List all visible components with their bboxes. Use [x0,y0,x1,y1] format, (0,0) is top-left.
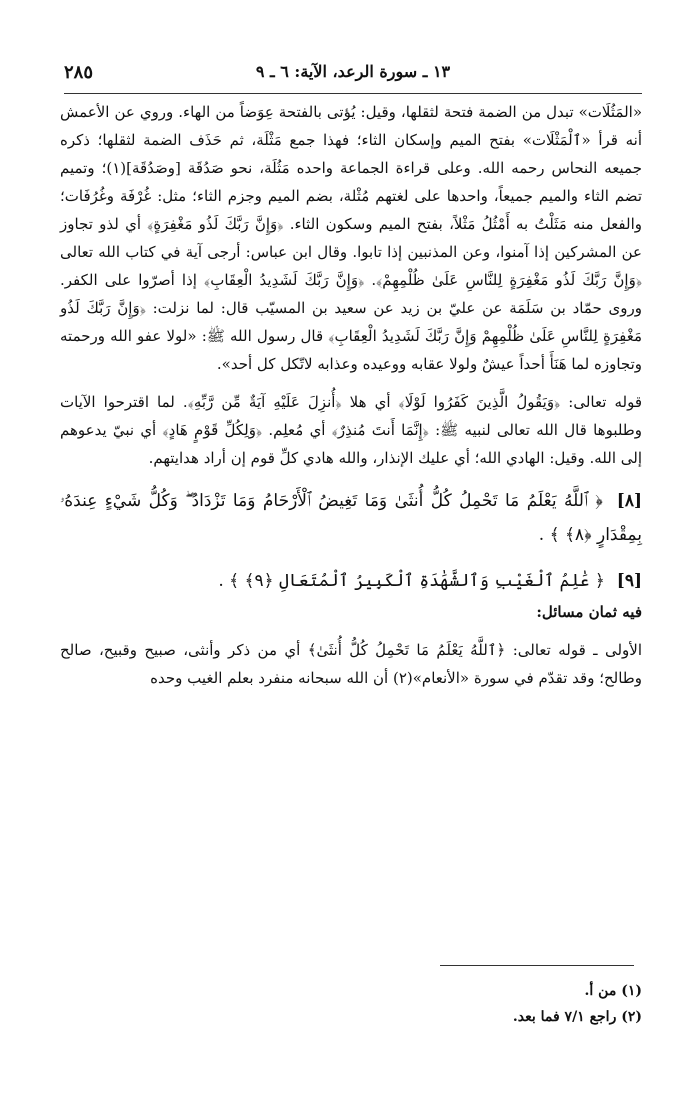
header-rule [64,93,642,94]
paragraph: «المَثُلَات» تبدل من الضمة فتحة لثقلها، وقيل: يُؤتى بالفتحة عِوَضاً من الهاء. وروي عن الأعمش أنه قرأ «ٱلْمَثْلَات» بفتح الميم وإسكان الثاء؛ فهذا جمع مَثْلَة، ثم حَذَف الضمة لثقلها؛ ذكره جميعه النحاس رحمه الله. وعلى قراءة الجماعة واحده مَثُلَة، نحو صَدُقَة [وصَدُقَة](١)؛ وتميم تضم الثاء والميم جميعاً، واحدها على لغتهم مُثْلة، بضم الميم وجزم الثاء؛ مثل: غُرْفَة وغُرُفَات؛ والفعل منه مَثَلْتُ به أَمْثُلُ مَثْلاً، بفتح الميم وسكون الثاء. ﴿وَإِنَّ رَبَّكَ لَذُو مَغْفِرَةٍ﴾ أي لذو تجاوز عن المشركين إذا آمنوا، وعن المذنبين إذا تابوا. وقال ابن عباس: أرجى آية في كتاب الله تعالى ﴿وَإِنَّ رَبَّكَ لَذُو مَغْفِرَةٍ لِلنَّاسِ عَلَىٰ ظُلْمِهِمْ﴾. ﴿وَإِنَّ رَبَّكَ لَشَدِيدُ الْعِقَابِ﴾ إذا أصرّوا على الكفر. وروى حمّاد بن سَلَمَة عن عليّ بن زيد عن سعيد بن المسيّب قال: لما نزلت: ﴿وَإِنَّ رَبَّكَ لَذُو مَغْفِرَةٍ لِلنَّاسِ عَلَىٰ ظُلْمِهِمْ وَإِنَّ رَبَّكَ لَشَدِيدُ الْعِقَابِ﴾ قال رسول الله ﷺ: «لولا عفو الله ورحمته وتجاوزه لما هَنَأَ أحداً عيشٌ ولولا عقابه ووعيده وعذابه لاتّكل كل أحد». [60,103,642,373]
verse-text: ﴿ ٱللَّهُ يَعْلَمُ مَا تَحْمِلُ كُلُّ أُنثَىٰ وَمَا تَغِيضُ ٱلْأَرْحَامُ وَمَا تَزْدَادُ ۖ وَكُلُّ شَيْءٍ عِندَهُۥ بِمِقْدَارٍ ﴿٨﴾ ﴾ . [60,491,642,545]
footnotes [60,978,642,1030]
verse-text: ﴿ عَٰلِمُ ٱلْغَيْبِ وَٱلشَّهَٰدَةِ ٱلْكَبِيرُ ٱلْمُتَعَالِ ﴿٩﴾ ﴾ . [218,571,605,591]
verse-9 [60,564,642,598]
verse-8 [60,484,642,552]
paragraph: الأولى ـ قوله تعالى: ﴿ٱللَّهُ يَعْلَمُ مَا تَحْمِلُ كُلُّ أُنثَىٰ﴾ أي من ذكر وأنثى، صبيح وقبيح، صالح وطالح؛ وقد تقدّم في سورة «الأنعام»(٢) أن الله سبحانه منفرد بعلم الغيب وحده [60,641,642,687]
verse-number: [٩] [616,571,642,591]
page-header [64,62,642,90]
running-title: ١٣ ـ سورة الرعد، الآية: ٦ ـ ٩ [255,62,451,81]
main-text [60,98,642,692]
footnote: (١) من أ. [584,983,642,999]
verse-number: [٨] [616,491,642,511]
section-heading: فيه ثمان مسائل: [536,603,642,621]
footnote: (٢) راجع ٧/١ فما بعد. [512,1009,642,1025]
footnote-rule [440,965,634,966]
page-number: ٢٨٥ [64,62,94,83]
paragraph: قوله تعالى: ﴿وَيَقُولُ الَّذِينَ كَفَرُوا لَوْلَا﴾ أي هلا ﴿أُنزِلَ عَلَيْهِ آيَةٌ مِّن رَّبِّهِ﴾. لما اقترحوا الآيات وطلبوها قال الله تعالى لنبيه ﷺ: ﴿إِنَّمَا أَنتَ مُنذِرٌ﴾ أي مُعلِم. ﴿وَلِكُلِّ قَوْمٍ هَادٍ﴾ أي نبيّ يدعوهم إلى الله. وقيل: الهادي الله؛ أي عليك الإنذار، والله هادي كلِّ قوم إن أراد هدايتهم. [60,393,642,467]
